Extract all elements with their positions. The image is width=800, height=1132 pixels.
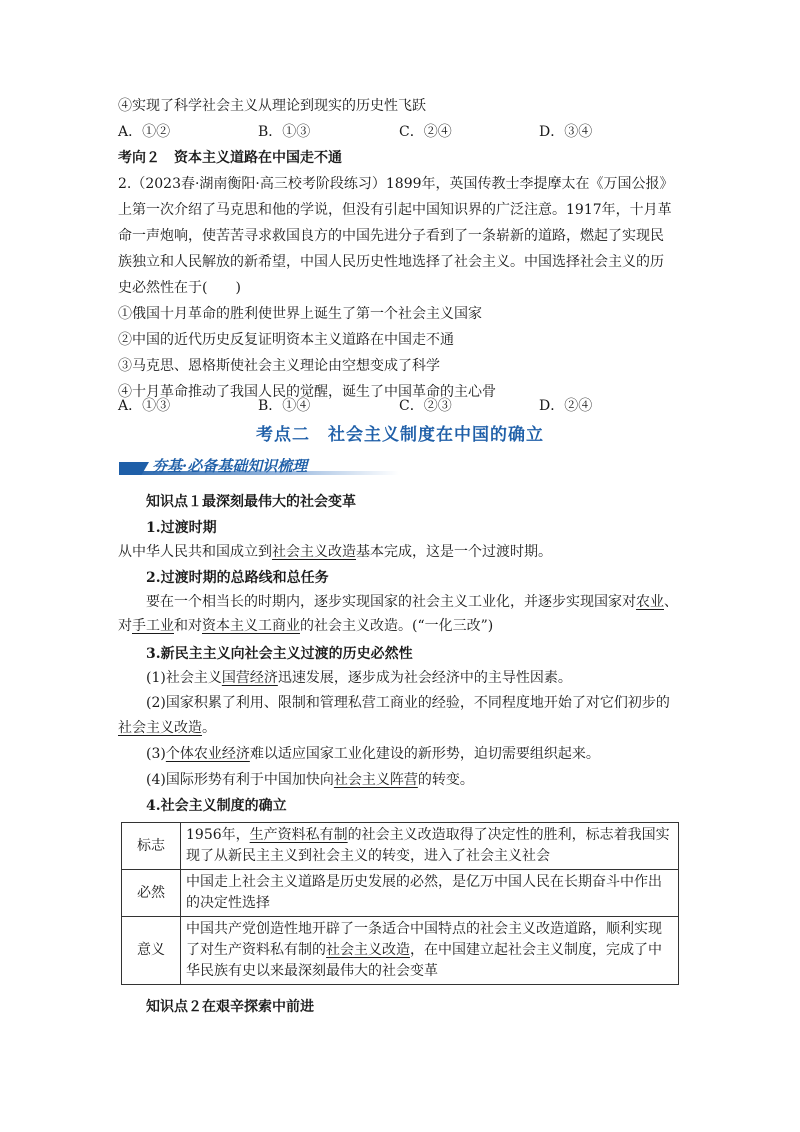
text: 基本完成，这是一个过渡时期。 <box>356 544 552 560</box>
knowledge-point-1-title: 知识点１最深刻最伟大的社会变革 <box>146 494 356 510</box>
table-row <box>122 917 679 985</box>
underlined-term: 国营经济 <box>221 670 278 686</box>
text: 和对 <box>174 618 202 634</box>
underlined-term: 生产资料私有制 <box>249 827 348 843</box>
text: 迅速发展，逐步成为社会经济中的主导性因素。 <box>277 670 572 686</box>
text: 从中华人民共和国成立到 <box>118 544 272 560</box>
heading-1: 1.过渡时期 <box>146 520 217 536</box>
para-1 <box>118 542 552 562</box>
knowledge-point-2-title: 知识点２在艰辛探索中前进 <box>146 999 314 1015</box>
banner-label: 夯基·必备基础知识梳理 <box>152 457 308 475</box>
reason-4 <box>146 770 474 790</box>
text: 的社会主义改造。(“一化三改”) <box>300 618 494 634</box>
q2-item-4: ④十月革命推动了我国人民的觉醒，诞生了中国革命的主心骨 <box>118 384 496 400</box>
reason-3 <box>146 744 600 764</box>
text: (4)国际形势有利于中国加快向 <box>146 772 334 788</box>
text: 、 <box>664 594 678 610</box>
text: 中国共产党创造性地开辟了一条适合中国特点的社会主义改造道路，顺利实现了对生产资料私有制的 <box>186 921 662 958</box>
reason-2-line-1: (2)国家积累了利用、限制和管理私营工商业的经验，不同程度地开始了对它们初步的 <box>146 695 670 711</box>
heading-4: 4.社会主义制度的确立 <box>146 798 287 814</box>
q2-option-b[interactable]: B．①④ <box>258 398 311 414</box>
heading-2: 2.过渡时期的总路线和总任务 <box>146 570 329 586</box>
text: 的社会主义改造取得了决定性的胜利，标志着我国实现了从新民主主义到社会主义的转变，进入了社会主义社会 <box>186 827 670 864</box>
table-value-cell <box>181 917 679 985</box>
underlined-term: 资本主义工商业 <box>202 618 300 634</box>
text: 对 <box>118 618 132 634</box>
q2-stem-line-2: 上第一次介绍了马克思和他的学说，但没有引起中国知识界的广泛注意。1917年，十月革 <box>118 202 672 218</box>
q2-option-a[interactable]: A．①③ <box>118 398 171 414</box>
underlined-term: 农业 <box>636 594 664 610</box>
table-value-cell: 中国走上社会主义道路是历史发展的必然，是亿万中国人民在长期奋斗中作出的决定性选择 <box>181 870 679 917</box>
table-key-cell: 标志 <box>122 823 181 870</box>
underlined-term: 社会主义改造 <box>272 544 356 560</box>
socialism-system-table <box>121 822 679 985</box>
underlined-term: 社会主义阵营 <box>333 772 418 788</box>
text: 要在一个相当长的时期内，逐步实现国家的社会主义工业化，并逐步实现国家对 <box>146 594 636 610</box>
text: 1956年， <box>186 827 250 843</box>
reason-1 <box>146 668 572 688</box>
underlined-term: 个体农业经济 <box>165 746 250 762</box>
table-key-cell: 意义 <box>122 917 181 985</box>
text: 的转变。 <box>417 772 474 788</box>
section-heading-kaoxiang2: 考向２ 资本主义道路在中国走不通 <box>118 150 342 166</box>
table-key-cell: 必然 <box>122 870 181 917</box>
table-row <box>122 870 679 917</box>
q1-option-b[interactable]: B．①③ <box>258 124 311 140</box>
section-banner <box>119 456 399 480</box>
underlined-term: 手工业 <box>132 618 174 634</box>
text: ，在中国建立起社会主义制度，完成了中华民族有史以来最深刻最伟大的社会变革 <box>186 942 662 979</box>
underlined-term: 社会主义改造 <box>118 720 202 736</box>
q2-option-c[interactable]: C．②③ <box>399 398 452 414</box>
q2-item-1: ①俄国十月革命的胜利使世界上诞生了第一个社会主义国家 <box>118 306 482 322</box>
q2-stem-line-3: 命一声炮响，使苦苦寻求救国良方的中国先进分子看到了一条崭新的道路，燃起了实现民 <box>118 228 664 244</box>
q2-stem-line-5: 史必然性在于( ) <box>118 280 241 296</box>
reason-2-line-2 <box>118 718 216 738</box>
table-value-cell <box>181 823 679 870</box>
q1-item-4: ④实现了科学社会主义从理论到现实的历史性飞跃 <box>118 98 426 114</box>
heading-3: 3.新民主主义向社会主义过渡的历史必然性 <box>146 646 413 662</box>
q2-item-2: ②中国的近代历史反复证明资本主义道路在中国走不通 <box>118 332 454 348</box>
para-2-line-2 <box>118 616 493 636</box>
text: (1)社会主义 <box>146 670 222 686</box>
text: 。 <box>202 720 216 736</box>
q2-item-3: ③马克思、恩格斯使社会主义理论由空想变成了科学 <box>118 358 440 374</box>
q1-option-c[interactable]: C．②④ <box>399 124 452 140</box>
q2-stem-line-4: 族独立和人民解放的新希望，中国人民历史性地选择了社会主义。中国选择社会主义的历 <box>118 254 664 270</box>
underlined-term: 社会主义改造 <box>326 942 410 958</box>
q1-option-d[interactable]: D．③④ <box>539 124 593 140</box>
q2-stem-line-1: 2.（2023春·湖南衡阳·高三校考阶段练习）1899年，英国传教士李提摩太在《万国公报》 <box>118 176 674 192</box>
q2-option-d[interactable]: D．②④ <box>539 398 593 414</box>
text: (3) <box>146 746 166 762</box>
table-row <box>122 823 679 870</box>
q1-option-a[interactable]: A．①② <box>118 124 171 140</box>
kaodian-title: 考点二 社会主义制度在中国的确立 <box>256 425 544 445</box>
para-2-line-1 <box>146 592 678 612</box>
text: 难以适应国家工业化建设的新形势，迫切需要组织起来。 <box>249 746 600 762</box>
